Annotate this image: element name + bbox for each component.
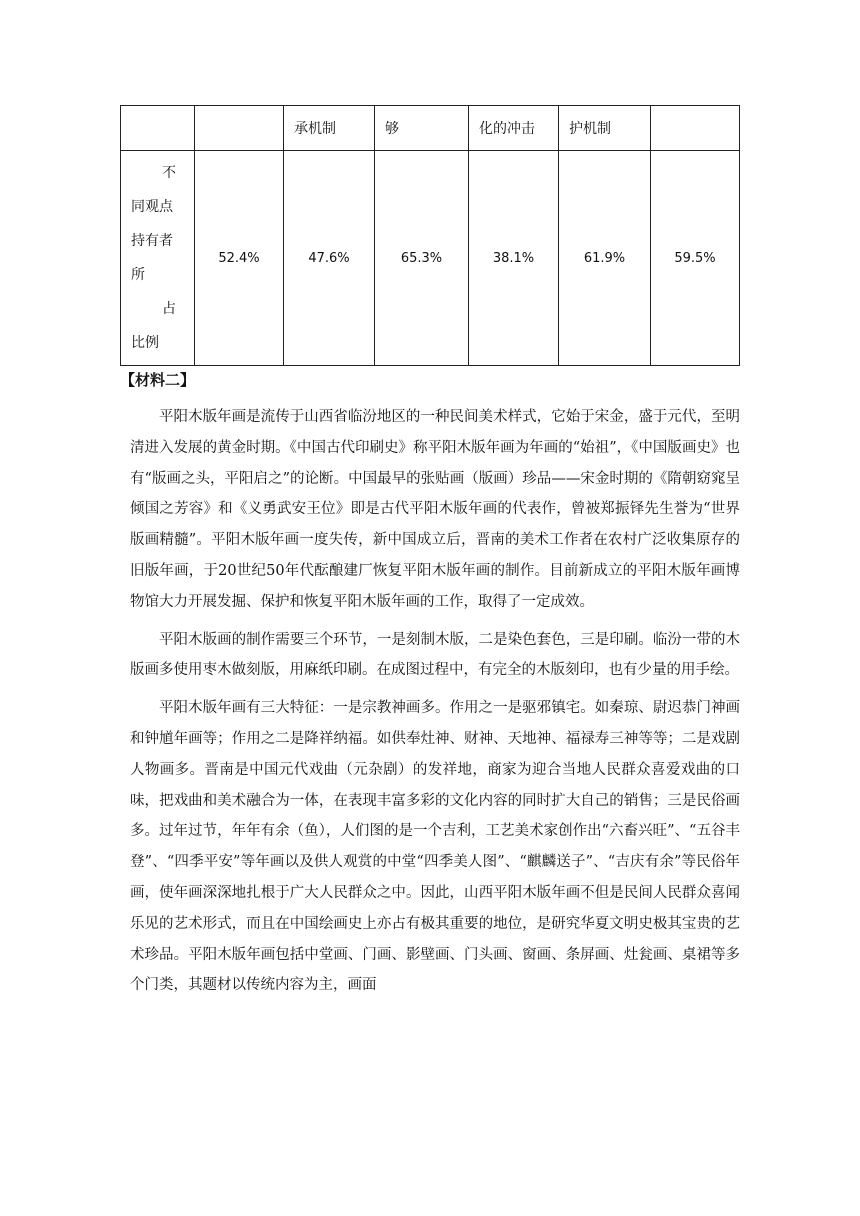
section-heading: 【材料二】 [120, 371, 196, 389]
row-label-line: 同观点 [131, 199, 173, 215]
value-cell: 47.6% [284, 151, 375, 366]
value-cell: 38.1% [469, 151, 559, 366]
header-cell [121, 106, 195, 151]
value-cell: 65.3% [375, 151, 469, 366]
header-cell: 承机制 [284, 106, 375, 151]
body-text [130, 402, 740, 1008]
header-cell: 护机制 [559, 106, 651, 151]
paragraph: 平阳木版年画有三大特征：一是宗教神画多。作用之一是驱邪镇宅。如秦琼、尉迟恭门神画和钟馗年画等；作用之二是降祥纳福。如供奉灶神、财神、天地神、福禄寿三神等等；二是戏剧人物画多。晋南是中国元代戏曲（元杂剧）的发祥地，商家为迎合当地人民群众喜爱戏曲的口味，把戏曲和美术融合为一体，在表现丰富多彩的文化内容的同时扩大自己的销售；三是民俗画多。过年过节，年年有余（鱼），人们图的是一个吉利，工艺美术家创作出“六畜兴旺”、“五谷丰登”、“四季平安”等年画以及供人观赏的中堂“四季美人图”、“麒麟送子”、“吉庆有余”等民俗年画，使年画深深地扎根于广大人民群众之中。因此，山西平阳木版年画不但是民间人民群众喜闻乐见的艺术形式，而且在中国绘画史上亦占有极其重要的地位，是研究华夏文明史极其宝贵的艺术珍品。平阳木版年画包括中堂画、门画、影壁画、门头画、窗画、条屏画、灶瓮画、桌裙等多个门类，其题材以传统内容为主，画面 [130, 700, 740, 994]
row-label-line: 不 [162, 165, 176, 181]
row-label-line: 比例 [131, 335, 159, 351]
value-cell: 59.5% [651, 151, 740, 366]
survey-table [120, 105, 740, 366]
row-label-line: 占 [162, 301, 176, 317]
row-label-cell [121, 151, 195, 366]
value-cell: 61.9% [559, 151, 651, 366]
value-cell: 52.4% [195, 151, 284, 366]
header-cell [651, 106, 740, 151]
header-cell [195, 106, 284, 151]
row-label-line: 所 [131, 267, 145, 283]
header-cell: 化的冲击 [469, 106, 559, 151]
paragraph: 平阳木版画的制作需要三个环节，一是刻制木版，二是染色套色，三是印刷。临汾一带的木版画多使用枣木做刻版，用麻纸印刷。在成图过程中，有完全的木版刻印，也有少量的用手绘。 [130, 631, 740, 679]
table-data-row [121, 151, 740, 366]
header-cell: 够 [375, 106, 469, 151]
paragraph: 平阳木版年画是流传于山西省临汾地区的一种民间美术样式，它始于宋金，盛于元代，至明清进入发展的黄金时期。《中国古代印刷史》称平阳木版年画为年画的“始祖”，《中国版画史》也有“版画之头，平阳启之”的论断。中国最早的张贴画（版画）珍品——宋金时期的《隋朝窈窕呈倾国之芳容》和《义勇武安王位》即是古代平阳木版年画的代表作，曾被郑振铎先生誉为“世界版画精髓”。平阳木版年画一度失传，新中国成立后，晋南的美术工作者在农村广泛收集原存的旧版年画，于20世纪50年代酝酿建厂恢复平阳木版年画的制作。目前新成立的平阳木版年画博物馆大力开展发掘、保护和恢复平阳木版年画的工作，取得了一定成效。 [130, 409, 740, 610]
row-label-line: 持有者 [131, 233, 173, 249]
table-header-row [121, 106, 740, 151]
